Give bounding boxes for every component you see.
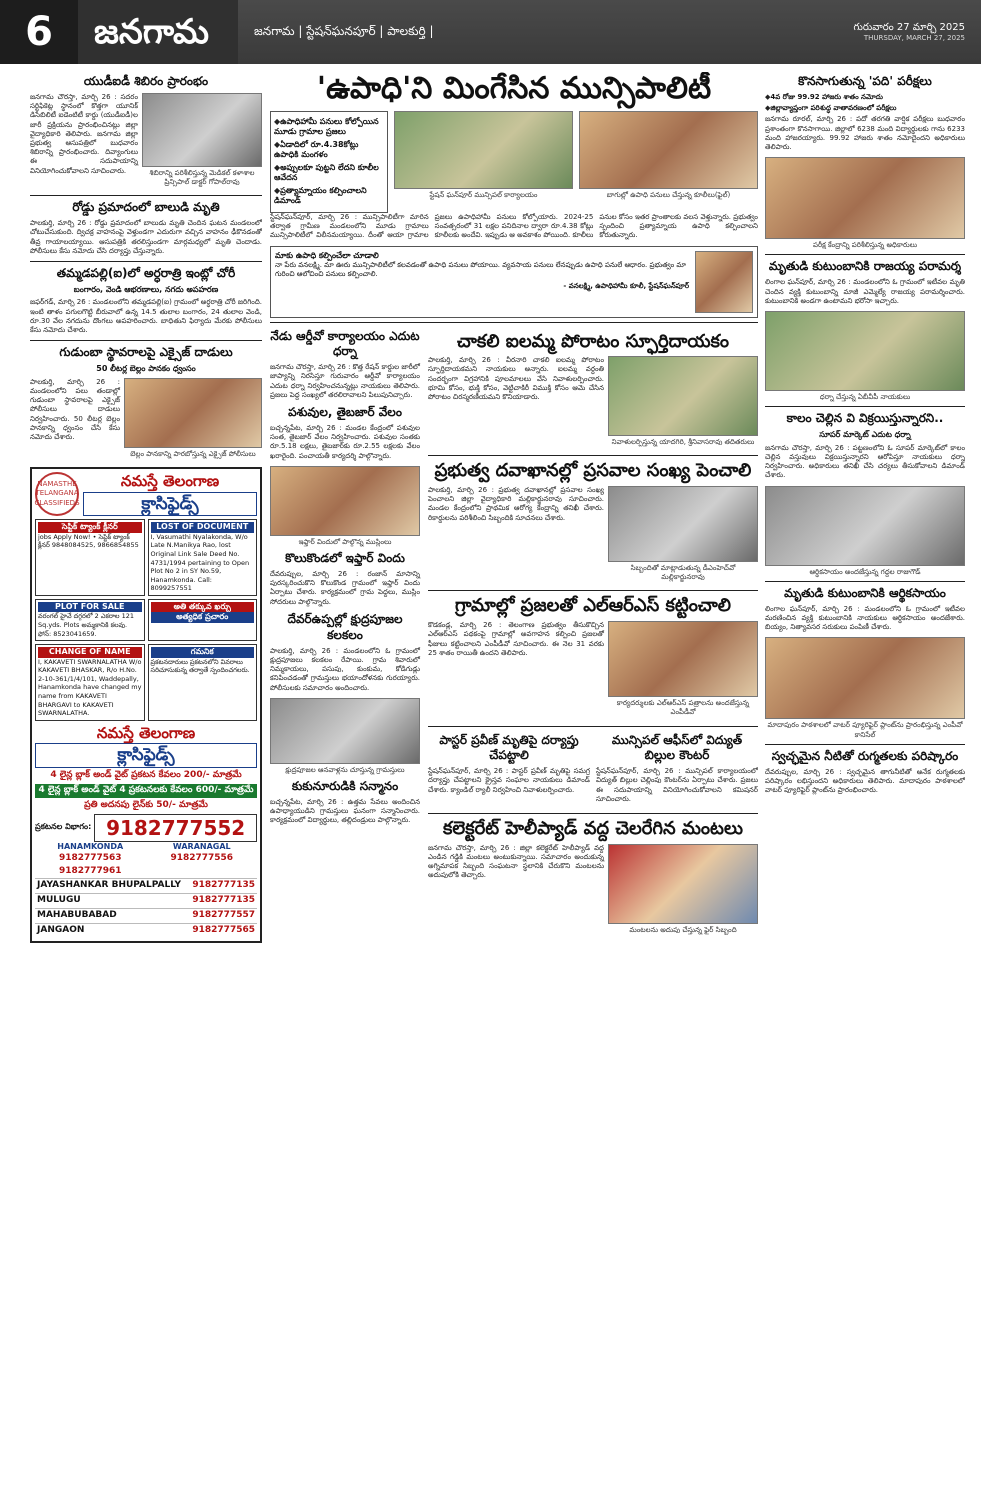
photo-caption: ధర్నా చేస్తున్న ఏబీవీపీ నాయకులు	[819, 393, 911, 401]
article-headline: గుడుంబా స్థావరాలపై ఎక్సైజ్‌ దాడులు	[59, 345, 233, 360]
quote-attribution: - వనలక్ష్మి, ఉపాధిహామీ కూలీ, స్టేషన్‌ఘన్‌పూర్	[563, 281, 689, 290]
article-photo	[579, 111, 758, 189]
center-right-subcolumn	[428, 327, 758, 939]
divider	[765, 581, 965, 582]
ad-box	[148, 519, 258, 596]
classifieds-ad	[30, 467, 262, 943]
article-headline: నేడు ఆర్డీవో కార్యాలయం ఎదుట ధర్నా	[270, 328, 420, 359]
article-headline: గ్రామాల్లో ప్రజలతో ఎల్‌ఆర్‌ఎస్‌ కట్టించాలి	[455, 595, 731, 617]
article-photo	[765, 157, 965, 239]
bullet-item: ◆ 4వ రోజు 99.92 హాజరు శాతం నమోదు	[765, 93, 965, 102]
ad-box	[35, 644, 145, 721]
photo-caption: పరీక్ష కేంద్రాన్ని పరిశీలిస్తున్న అధికారులు	[812, 241, 918, 250]
article-body: జనగామ రూరల్, మార్చి 26 : పదో తరగతి వార్షిక పరీక్షలు బుధవారం ప్రశాంతంగా కొనసాగాయి. జిల్లాలో 6238 మంది విద్యార్థులకు గాను 6233 మంది హాజరయ్యారు. 99.92 హాజరు శాతం నమోదైందని అధికారులు తెలిపారు.	[765, 115, 965, 151]
article-headline: యుడీఐడీ శిబిరం ప్రారంభం	[83, 74, 209, 88]
ad-phone: 9182777556	[170, 853, 234, 864]
ad-box-body: I, Vasumathi Nyalakonda, W/o Late N.Manikya Rao, lost Original Link Sale Deed No. 4731/1994 pertaining to Open Plot No 2 in SY No.59, Hanamkonda. Call: 8099257551	[150, 532, 250, 593]
ad-district: JANGAON	[37, 924, 85, 935]
ad-box-title: PLOT FOR SALE	[38, 602, 142, 613]
article-headline: స్వచ్ఛమైన నీటితో రుగ్మతలకు పరిష్కారం	[771, 748, 959, 763]
article-body: స్టేషన్‌ఘన్‌పూర్, మార్చి 26 : మున్సిపల్‌ కార్యాలయంలో విద్యుత్‌ బిల్లుల చెల్లింపు కౌంటర్‌ను ఏర్పాటు చేశారు. ప్రజలు ఈ సదుపాయాన్ని వినియోగించుకోవాలని కమిషనర్‌ సూచించారు.	[596, 767, 758, 803]
ad-box	[35, 599, 145, 641]
ad-box	[35, 519, 145, 596]
date-telugu: గురువారం 27 మార్చి 2025	[853, 21, 965, 33]
ad-phone: 9182777557	[192, 909, 255, 920]
divider	[765, 254, 965, 255]
article-photo	[608, 486, 758, 562]
ad-box-title: LOST OF DOCUMENT	[151, 522, 255, 533]
ad-phone: 9182777563	[58, 853, 122, 864]
article-photo	[142, 93, 262, 167]
ad-contact-label: ప్రకటనల విభాగం:	[35, 822, 92, 832]
article-headline: కుకునూరుడికి సన్మానం	[291, 779, 399, 793]
article-body: దేవరుప్పుల, మార్చి 26 : స్వచ్ఛమైన తాగునీటితో అనేక రుగ్మతలకు పరిష్కారం లభిస్తుందని అధికారులు తెలిపారు. మాదాపురం పాఠశాలలో వాటర్‌ ప్యూరిఫైర్‌ ప్లాంట్‌ను ప్రారంభించారు.	[765, 767, 965, 795]
article-photo	[765, 486, 965, 566]
masthead	[0, 0, 981, 64]
ad-box-title: అతి తక్కువ ఖర్చు	[151, 602, 255, 613]
divider	[428, 813, 758, 814]
article-body: పాలకుర్తి, మార్చి 26 : రోడ్డు ప్రమాదంలో బాలుడు మృతి చెందిన ఘటన మండలంలో చోటుచేసుకుంది. ద్విచక్ర వాహనంపై వెళ్తుండగా ఎదురుగా వచ్చిన వాహనం ఢీకొనడంతో తీవ్ర గాయాలయ్యాయి. ఆసుపత్రికి తరలిస్తుండగా మార్గమధ్యలో మృతి చెందాడు. పోలీసులు కేసు నమోదు చేసి దర్యాప్తు చేస్తున్నారు.	[30, 219, 262, 255]
quote-heading: మాకు ఉపాధి కల్పించేలా చూడాలి	[275, 250, 379, 260]
center-column	[270, 72, 758, 1494]
ad-district: MAHABUBABAD	[37, 909, 117, 920]
article-headline: కొనసాగుతున్న 'పది' పరీక్షలు	[798, 74, 932, 88]
article-body: జనగామ చౌరస్తా, మార్చి 26 : సదరం సర్టిఫికెట్ల స్థానంలో కొత్తగా యూనిక్ డిసేబిలిటీ ఐడెంటిటీ కార్డు (యుడీఐడీ)ల జారీ ప్రక్రియను ప్రారంభించినట్లు జిల్లా వైద్యాధికారి తెలిపారు. జనగామ జిల్లా ప్రభుత్వ ఆసుపత్రిలో బుధవారం శిబిరాన్ని ప్రారంభించారు. దివ్యాంగులు ఈ సదుపాయాన్ని వినియోగించుకోవాలని సూచించారు.	[30, 92, 138, 175]
right-column	[765, 72, 965, 1494]
photo-caption: క్షుద్రపూజల ఆనవాళ్లను చూస్తున్న గ్రామస్తులు	[285, 765, 405, 774]
article-photo	[270, 466, 420, 536]
ad-box-title: సెప్టిక్‌ ట్యాంక్‌ క్లీనర్‌	[38, 522, 142, 533]
article-body: పాలకుర్తి, మార్చి 26 : ప్రభుత్వ దవాఖానల్లో ప్రసవాల సంఖ్య పెంచాలని జిల్లా వైద్యాధికారి మల్లికార్జునరావు సూచించారు. మండల కేంద్రంలోని ప్రాథమిక ఆరోగ్య కేంద్రాన్ని తనిఖీ చేశారు. రికార్డులను పరిశీలించి సిబ్బందికి సూచనలు చేశారు.	[428, 486, 604, 522]
ad-box-body: వరంగల్‌ హైవే దగ్గరలో 2 ఎకరాల 121 Sq.yds. Plots అమ్మకానికి కలవు. ఫోన్‌: 8523041659.	[38, 612, 135, 638]
photo-caption: ఇఫ్తార్‌ విందులో పాల్గొన్న ముస్లింలు	[298, 537, 392, 546]
ad-box-subtitle: అత్యధిక ప్రచారం	[151, 612, 255, 623]
photo-caption: కార్యదర్శులకు ఎల్‌ఆర్‌ఎస్‌ పత్రాలను అందజేస్తున్న ఎంపీడీవో	[616, 699, 750, 717]
article-photo	[608, 621, 758, 697]
masthead-banner	[238, 0, 981, 64]
photo-caption: శిబిరాన్ని పరిశీలిస్తున్న మెడికల్‌ కళాశాల ప్రిన్సిపాల్‌ డాక్టర్‌ గోపాల్‌రావు	[149, 168, 255, 187]
article-subhead: బంగారం, వెండి ఆభరణాలు, నగదు అపహరణ	[73, 284, 219, 294]
ad-rate: 4 లైన్ల బ్లాక్‌ అండ్‌ వైట్‌ 4 ప్రకటనలకు కేవలం 600/- మాత్రమే	[35, 784, 257, 798]
quote-box	[270, 246, 758, 318]
article-photo	[608, 356, 758, 436]
ad-city: WARANAGAL	[172, 841, 231, 851]
lead-article-body: స్టేషన్‌ఘన్‌పూర్, మార్చి 26 : మున్సిపాలిటీగా మారిన తర్వాత గ్రామీణ మండలంలోని మూడు గ్రామాలు మున్సిపాలిటీలో విలీనమయ్యాయి. దీంతో ఆయా గ్రామాల ప్రజలు ఉపాధిహామీ పనులు కోల్పోయారు. 2024-25 సంవత్సరంలో 31 లక్షల పనిదినాల ద్వారా రూ.4.38 కోట్లు కూలీలకు అందేవి. ఇప్పుడు ఆ అవకాశం పోయింది. కూలీలు పనుల కోసం ఇతర ప్రాంతాలకు వలస వెళ్తున్నారు. ప్రభుత్వం స్పందించి ప్రత్యామ్నాయ ఉపాధి కల్పించాలని కోరుతున్నారు.	[270, 212, 758, 240]
divider	[30, 195, 262, 196]
article-bullets	[765, 93, 965, 113]
article-body: దేవరుప్పుల, మార్చి 26 : రంజాన్‌ మాసాన్ని పురస్కరించుకొని కొలుకొండ గ్రామంలో ఇఫ్తార్‌ విందు ఏర్పాటు చేశారు. కార్యక్రమంలో గ్రామ పెద్దలు, ముస్లిం సోదరులు పాల్గొన్నారు.	[270, 570, 420, 606]
article-body: స్టేషన్‌ఘన్‌పూర్, మార్చి 26 : పాస్టర్‌ ప్రవీణ్‌ మృతిపై సమగ్ర దర్యాప్తు చేపట్టాలని క్రైస్తవ సంఘాల నాయకులు డిమాండ్‌ చేశారు. క్యాండిల్‌ ర్యాలీ నిర్వహించి నివాళులర్పించారు.	[428, 767, 590, 794]
article-photo	[124, 378, 262, 448]
article-headline: కలెక్టరేట్‌ హెలీప్యాడ్‌ వద్ద చెలరేగిన మంటలు	[443, 818, 743, 840]
center-left-subcolumn	[270, 327, 420, 939]
article-photo	[608, 844, 758, 924]
lead-headline: 'ఉపాధి'ని మింగేసిన మున్సిపాలిటీ	[316, 72, 712, 106]
article-body: జఫర్‌గడ్, మార్చి 26 : మండలంలోని తమ్మడపల్లి(ఐ) గ్రామంలో అర్ధరాత్రి చోరీ జరిగింది. ఇంటి తాళం పగులగొట్టి బీరువాలో ఉన్న 14.5 తులాల బంగారం, 24 తులాల వెండి, రూ.30 వేల నగదును దొంగలు అపహరించారు. బాధితుని ఫిర్యాదు మేరకు పోలీసులు కేసు నమోదు చేశారు.	[30, 298, 262, 335]
edition-title: జనగామ	[78, 0, 238, 64]
article-headline: ప్రభుత్వ దవాఖానల్లో ప్రసవాల సంఖ్య పెంచాలి	[434, 460, 752, 482]
ad-phone: 9182777961	[58, 866, 122, 877]
article-headline: కొలుకొండలో ఇఫ్తార్‌ విందు	[285, 551, 405, 566]
photo-caption: నివాళులర్పిస్తున్న యాదగిరి, శ్రీనివాసరావు తదితరులు	[611, 438, 755, 447]
ad-city: HANAMKONDA	[57, 841, 124, 851]
ad-district-row	[35, 893, 257, 908]
article-photo	[394, 111, 573, 189]
ad-box	[148, 599, 258, 641]
article-body: బచ్చన్నపేట, మార్చి 26 : మండల కేంద్రంలో పశువుల సంత, తైబజార్‌ వేలం నిర్వహించారు. పశువుల సంతకు రూ.5.18 లక్షలు, తైబజార్‌కు రూ.2.55 లక్షలకు వేలం ఖరారైంది. పంచాయతీ కార్యదర్శి పాల్గొన్నారు.	[270, 424, 420, 460]
photo-caption: బాగుల్లో ఉపాధి పనులు చేస్తున్న కూలీలు(ఫైల్‌)	[606, 190, 731, 199]
left-column	[30, 72, 262, 1494]
article-body: పాలకుర్తి, మార్చి 26 : వీరనారి చాకలి ఐలమ్మ పోరాటం స్ఫూర్తిదాయకమని నాయకులు అన్నారు. ఐలమ్మ వర్ధంతి సందర్భంగా విగ్రహానికి పూలమాలలు వేసి నివాళులర్పించారు. భూమి కోసం, భుక్తి కోసం, వెట్టిచాకిరీ విముక్తి కోసం ఆమె చేసిన పోరాటం చిరస్మరణీయమని కొనియాడారు.	[428, 356, 604, 402]
ad-phone: 9182777565	[192, 924, 255, 935]
ad-phone: 9182777135	[192, 880, 255, 891]
article-headline: రోడ్డు ప్రమాదంలో బాలుడి మృతి	[72, 200, 220, 215]
ad-district-row	[35, 908, 257, 923]
article-body: పాలకుర్తి, మార్చి 26 : మండలంలోని ఓ గ్రామంలో క్షుద్రపూజలు కలకలం రేపాయి. గ్రామ శివారులో నిమ్మకాయలు, పసుపు, కుంకుమ, కోడిగుడ్లు కనిపించడంతో గ్రామస్తులు భయాందోళనకు గురయ్యారు. పోలీసులకు సమాచారం అందించారు.	[270, 646, 420, 692]
article-body: పాలకుర్తి, మార్చి 26 : మండలంలోని పలు తండాల్లో గుడుంబా స్థావరాలపై ఎక్సైజ్‌ పోలీసులు దాడులు నిర్వహించారు. 50 లీటర్ల బెల్లం పానకాన్ని ధ్వంసం చేసి కేసు నమోదు చేశారు.	[30, 377, 120, 442]
divider	[428, 590, 758, 591]
ad-rate: 4 లైన్ల బ్లాక్‌ అండ్‌ వైట్‌ ప్రకటన కేవలం 200/- మాత్రమే	[50, 769, 242, 780]
ad-district: JAYASHANKAR BHUPALPALLY	[37, 880, 182, 891]
article-photo	[765, 637, 965, 719]
article-headline: చాకలి ఐలమ్మ పోరాటం స్ఫూర్తిదాయకం	[456, 330, 730, 352]
ad-brand2-line1: నమస్తే తెలంగాణ	[96, 723, 196, 742]
date-english: THURSDAY, MARCH 27, 2025	[863, 33, 965, 42]
article-body: కొడకండ్ల, మార్చి 26 : తెలంగాణ ప్రభుత్వం తీసుకొచ్చిన ఎల్‌ఆర్‌ఎస్‌ పథకంపై గ్రామాల్లో అవగాహన కల్పించి ప్రజలతో ఫీజులు కట్టించాలని ఎంపీడీవో సూచించారు. ఈ నెల 31 వరకు 25 శాతం రాయితీ ఉందని తెలిపారు.	[428, 621, 604, 657]
ad-contact-phone: 9182777552	[94, 814, 257, 842]
article-photo	[765, 311, 965, 391]
ad-district: MULUGU	[37, 895, 81, 906]
ad-brand2-line2: క్లాసిఫైడ్స్	[35, 743, 257, 767]
divider	[30, 261, 262, 262]
article-headline: మున్సిపల్‌ ఆఫీస్‌లో విద్యుత్‌ బిల్లుల కౌంటర్‌	[611, 732, 743, 763]
ad-brand-line1: నమస్తే తెలంగాణ	[120, 471, 220, 490]
lead-bullets	[270, 111, 388, 213]
photo-caption: మాదాపురం పాఠశాలలో వాటర్‌ ప్యూరిఫైర్‌ ప్లాంట్‌ను ప్రారంభిస్తున్న ఎంపీవో కానిసేల్‌	[767, 721, 963, 739]
article-body: లింగాల ఘన్‌పూర్, మార్చి 26 : మండలంలోని ఓ గ్రామంలో ఇటీవల మృతి చెందిన వ్యక్తి కుటుంబాన్ని మాజీ ఎమ్మెల్యే రాజయ్య పరామర్శించారు. కుటుంబానికి అండగా ఉంటామని భరోసా ఇచ్చారు.	[765, 278, 965, 305]
article-body: జనగామ చౌరస్తా, మార్చి 26 : జిల్లా కలెక్టరేట్‌ హెలీప్యాడ్‌ వద్ద ఎండిన గడ్డికి మంటలు అంటుకున్నాయి. సమాచారం అందుకున్న అగ్నిమాపక సిబ్బంది సంఘటనా స్థలానికి చేరుకొని మంటలను అదుపులోకి తెచ్చారు.	[428, 843, 604, 880]
classifieds-seal-icon: NAMASTHE TELANGANA CLASSIFIEDS	[35, 472, 79, 516]
article-headline: దేవర్‌ఉప్పల్లో క్షుద్రపూజల కలకలం	[287, 611, 403, 642]
ad-district-row	[35, 878, 257, 893]
ad-box	[148, 644, 258, 721]
ad-brand-line2: క్లాసిఫైడ్స్	[83, 492, 257, 516]
article-body: జనగామ చౌరస్తా, మార్చి 26 : కొత్త రేషన్‌ కార్డుల జారీలో జాప్యాన్ని నిరసిస్తూ గురువారం ఆర్డీవో కార్యాలయం ఎదుట ధర్నా నిర్వహించనున్నట్లు నాయకులు తెలిపారు. ప్రజలు పెద్ద సంఖ్యలో తరలిరావాలని పిలుపునిచ్చారు.	[270, 363, 420, 399]
article-body: జనగామ చౌరస్తా, మార్చి 26 : పట్టణంలోని ఓ సూపర్‌ మార్కెట్‌లో కాలం చెల్లిన వస్తువులు విక్రయిస్తున్నారని ఆరోపిస్తూ నాయకులు ధర్నా నిర్వహించారు. అధికారులు తనిఖీ చేసి చర్యలు తీసుకోవాలని డిమాండ్‌ చేశారు.	[765, 443, 965, 480]
ad-rate: ప్రతి అదనపు లైన్‌కు 50/- మాత్రమే	[84, 799, 208, 810]
article-headline: మృతుడి కుటుంబానికి రాజయ్య పరామర్శ	[768, 259, 962, 274]
photo-caption: మంటలను అదుపు చేస్తున్న ఫైర్‌ సిబ్బంది	[629, 925, 737, 934]
divider	[765, 744, 965, 745]
edition-places: జనగామ | స్టేషన్‌ఘనపూర్ | పాలకుర్తి |	[254, 24, 434, 39]
article-photo	[270, 698, 420, 764]
article-headline: మృతుడి కుటుంబానికి ఆర్థికసాయం	[784, 585, 946, 600]
ad-box-title: CHANGE OF NAME	[38, 647, 142, 658]
article-headline: కాలం చెల్లిన వి విక్రయిస్తున్నారని..	[786, 411, 944, 426]
photo-caption: స్టేషన్‌ ఘన్‌పూర్‌ మున్సిపల్‌ కార్యాలయం	[429, 190, 538, 199]
divider	[765, 406, 965, 407]
photo-caption: సిబ్బందితో మాట్లాడుతున్న డీఎంహెచ్‌వో మల్లికార్జునరావు	[630, 564, 736, 582]
bullet-item: ◆ అప్పులకూ పుట్టని లేదని కూలీల ఆవేదన	[274, 163, 384, 184]
divider	[30, 340, 262, 341]
bullet-item: ◆ ఏడాదిలో రూ.4.38కోట్లు ఉపాధికి మంగళం	[274, 140, 384, 161]
photo-caption: ఆర్థికసాయం అందజేస్తున్న గద్దల రాజుగౌడ్‌	[809, 567, 921, 576]
bullet-item: ◆ జిల్లావ్యాప్తంగా పరిశుద్ధ వాతావరణంలో పరీక్షలు	[765, 104, 965, 113]
ad-box-title: గమనిక	[151, 647, 255, 658]
article-subhead: 50 లీటర్ల బెల్లం పానకం ధ్వంసం	[96, 364, 196, 374]
article-headline: పశువుల, తైబజార్‌ వేలం	[288, 405, 402, 420]
divider	[428, 726, 758, 727]
portrait-photo	[695, 251, 753, 313]
ad-box-body: I, KAKAVETI SWARNALATHA W/o KAKAVETI BHASKAR, R/o H.No. 2-10-361/1/4/101, Waddepally, Hanamkonda have changed my name from KAKAVETI BHARGAVI to KAKAVETI SWARNALATHA.	[38, 657, 142, 718]
ad-district-row	[35, 923, 257, 938]
article-body: లింగాల ఘన్‌పూర్, మార్చి 26 : మండలంలోని ఓ గ్రామంలో ఇటీవల మరణించిన వ్యక్తి కుటుంబానికి నాయకులు ఆర్థికసాయం అందజేశారు. బియ్యం, నిత్యావసర సరుకులు పంపిణీ చేశారు.	[765, 604, 965, 632]
date-block	[854, 21, 965, 43]
quote-body: నా పేరు వనలక్ష్మి. మా ఊరు మున్సిపాలిటీలో కలవడంతో ఉపాధి పనులు పోయాయి. వ్యవసాయ పనులు లేనప్పుడు ఉపాధి పనులే ఆధారం. ప్రభుత్వం మా గురించి ఆలోచించి పనులు కల్పించాలి.	[275, 261, 687, 279]
article-headline: తమ్మడపల్లి(ఐ)లో అర్ధరాత్రి ఇంట్లో చోరీ	[56, 266, 236, 281]
article-body: బచ్చన్నపేట, మార్చి 26 : ఉత్తమ సేవలు అందించిన ఉపాధ్యాయుడిని గ్రామస్తులు ఘనంగా సన్మానించారు. కార్యక్రమంలో విద్యార్థులు, తల్లిదండ్రులు పాల్గొన్నారు.	[270, 797, 420, 825]
photo-caption: బెల్లం పానకాన్ని పారబోస్తున్న ఎక్సైజ్‌ పోలీసులు	[130, 449, 256, 458]
ad-phone: 9182777135	[192, 895, 255, 906]
article-subhead: సూపర్‌ మార్కెట్‌ ఎదుట ధర్నా	[819, 430, 911, 440]
divider	[428, 455, 758, 456]
page-number: 6	[0, 0, 78, 64]
divider	[270, 322, 758, 323]
article-headline: పాస్టర్‌ ప్రవీణ్‌ మృతిపై దర్యాప్తు చేపట్టాలి	[439, 732, 579, 763]
ad-box-body: jobs Apply Now! • సెప్టిక్‌ ట్యాంక్‌ క్లీనర్‌ 9848084525, 9866854855	[38, 532, 139, 550]
ad-box-body: ప్రకటనదారులు ప్రకటనలోని వివరాలు సరిచూసుకున్న తర్వాతే స్పందించగలరు.	[150, 657, 250, 675]
bullet-item: ◆ ప్రత్యామ్నాయం కల్పించాలని డిమాండ్‌	[274, 186, 384, 207]
bullet-item: ◆ ఉపాధిహామీ పనులు కోల్పోయిన మూడు గ్రామాల ప్రజలు	[274, 117, 384, 138]
